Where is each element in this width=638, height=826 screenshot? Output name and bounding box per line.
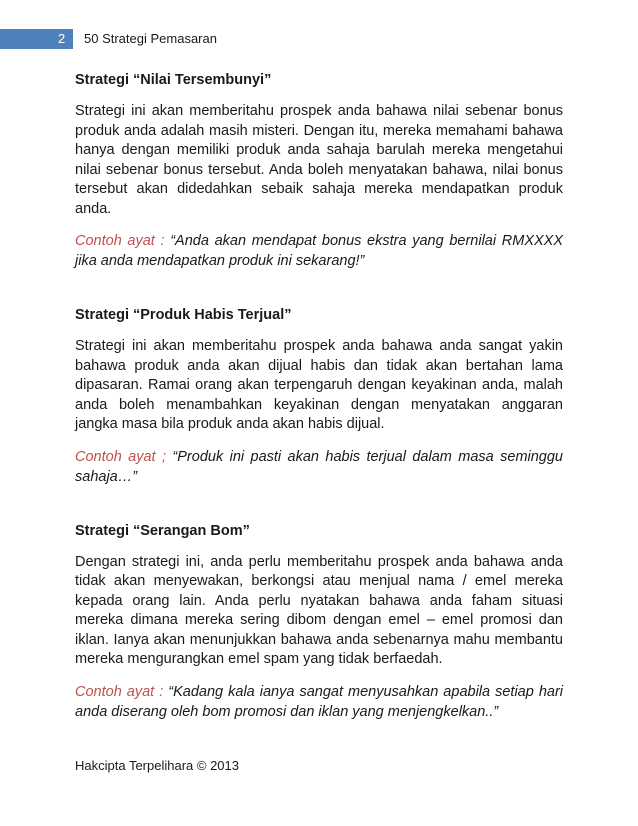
example-text: “Anda akan mendapat bonus ekstra yang bernilai RMXXXX jika anda mendapatkan produk ini sekarang!” <box>75 233 563 269</box>
example-sentence <box>75 231 563 271</box>
example-sentence <box>75 682 563 722</box>
section-heading: Strategi “Serangan Bom” <box>75 522 250 539</box>
document-body <box>75 70 563 722</box>
section-produk-habis-terjual <box>75 305 563 487</box>
example-label: Contoh ayat : <box>75 233 165 249</box>
section-serangan-bom <box>75 521 563 722</box>
footer-copyright: Hakcipta Terpelihara © 2013 <box>75 758 239 773</box>
example-text: “Produk ini pasti akan habis terjual dalam masa seminggu sahaja…” <box>75 448 564 485</box>
section-heading: Strategi “Produk Habis Terjual” <box>75 307 292 323</box>
section-body: Strategi ini akan memberitahu prospek anda bahawa nilai sebenar bonus produk anda adalah masih misteri. Dengan itu, mereka memahami bahawa hanya dengan memiliki produk anda sahaja barulah mereka mengetahui nilai sebenar bonus tersebut. Anda boleh menyatakan bahawa, nilai bonus tersebut akan didedahkan sebaik sahaja mereka mendapatkan produk anda. <box>75 103 563 217</box>
section-heading: Strategi “Nilai Tersembunyi” <box>75 72 272 88</box>
section-body: Dengan strategi ini, anda perlu memberitahu prospek anda bahawa anda tidak akan menyewakan, berkongsi atau menjual nama / emel mereka kepada orang lain. Anda perlu nyatakan bahawa anda faham situasi mereka dimana mereka sering dibom dengan emel – emel promosi dan iklan. Ianya akan menunjukkan bahawa anda sebenarnya mahu membantu mereka mengurangkan emel spam yang tidak berfaedah. <box>75 553 563 667</box>
example-sentence <box>75 447 563 487</box>
section-nilai-tersembunyi <box>75 70 563 271</box>
page-number: 2 <box>58 31 66 46</box>
example-label: Contoh ayat ; <box>75 448 167 465</box>
example-text: “Kadang kala ianya sangat menyusahkan apabila setiap hari anda diserang oleh bom promosi dan iklan yang menjengkelkan..” <box>75 683 563 720</box>
section-body: Strategi ini akan memberitahu prospek anda bahawa anda sangat yakin bahawa produk anda akan dijual habis dan tidak akan bertahan lama dipasaran. Ramai orang akan terpengaruh dengan keyakinan anda, malah anda boleh menambahkan keyakinan dengan menyatakan anggaran jangka masa bila produk anda akan habis dijual. <box>75 338 563 432</box>
example-label: Contoh ayat : <box>75 683 164 700</box>
header-title: 50 Strategi Pemasaran <box>84 31 217 46</box>
